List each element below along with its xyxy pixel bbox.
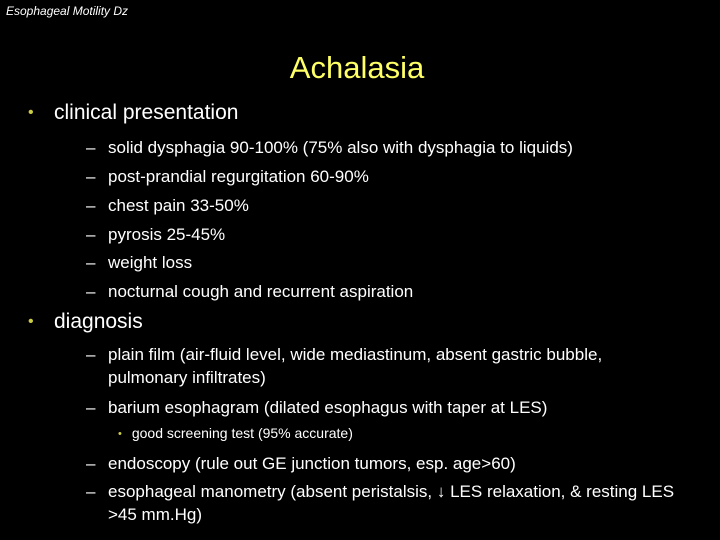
slide-header: Esophageal Motility Dz	[6, 4, 129, 18]
list-item-text: pyrosis 25-45%	[108, 225, 226, 244]
list-item	[86, 343, 638, 389]
list-item-text: chest pain 33-50%	[108, 196, 249, 215]
list-item-text: plain film (air-fluid level, wide mediastinum, absent gastric bubble, pulmonary infiltrates)	[108, 345, 603, 387]
list-item-text: barium esophagram (dilated esophagus with taper at LES)	[108, 398, 548, 417]
bullet-icon: •	[118, 428, 122, 440]
sub-list-item-text: good screening test (95% accurate)	[131, 425, 353, 441]
list-item-text: post-prandial regurgitation 60-90%	[108, 167, 369, 186]
dash-icon: –	[86, 454, 96, 473]
list-item	[86, 251, 668, 274]
list-item	[86, 480, 678, 526]
dash-icon: –	[86, 167, 96, 186]
section-diagnosis	[28, 310, 143, 334]
dash-icon: –	[86, 196, 96, 215]
dash-icon: –	[86, 398, 96, 417]
list-item	[86, 194, 668, 217]
list-item-text: nocturnal cough and recurrent aspiration	[108, 282, 414, 301]
dash-icon: –	[86, 138, 96, 157]
section-label: diagnosis	[54, 310, 143, 333]
dash-icon: –	[86, 345, 96, 364]
list-item	[86, 165, 668, 188]
dash-icon: –	[86, 482, 96, 501]
list-item-text: weight loss	[108, 253, 193, 272]
sub-list-item	[118, 425, 353, 441]
dash-icon: –	[86, 225, 96, 244]
list-item	[86, 136, 708, 159]
list-item-text	[108, 480, 678, 526]
section-label: clinical presentation	[54, 101, 239, 124]
list-item	[86, 223, 668, 246]
list-item	[86, 452, 668, 475]
bullet-icon: •	[28, 313, 34, 330]
list-item	[86, 280, 668, 303]
bullet-icon: •	[28, 104, 34, 121]
manometry-suffix: LES relaxation, & resting LES >45 mm.Hg)	[108, 482, 675, 524]
section-clinical-presentation	[28, 101, 238, 125]
manometry-prefix: esophageal manometry (absent peristalsis,	[108, 482, 433, 501]
list-item-text: solid dysphagia 90-100% (75% also with dysphagia to liquids)	[108, 138, 573, 157]
down-arrow-icon: ↓	[436, 482, 446, 501]
list-item	[86, 396, 668, 419]
list-item-text: endoscopy (rule out GE junction tumors, esp. age>60)	[108, 454, 516, 473]
dash-icon: –	[86, 253, 96, 272]
slide-title: Achalasia	[289, 50, 425, 85]
dash-icon: –	[86, 282, 96, 301]
